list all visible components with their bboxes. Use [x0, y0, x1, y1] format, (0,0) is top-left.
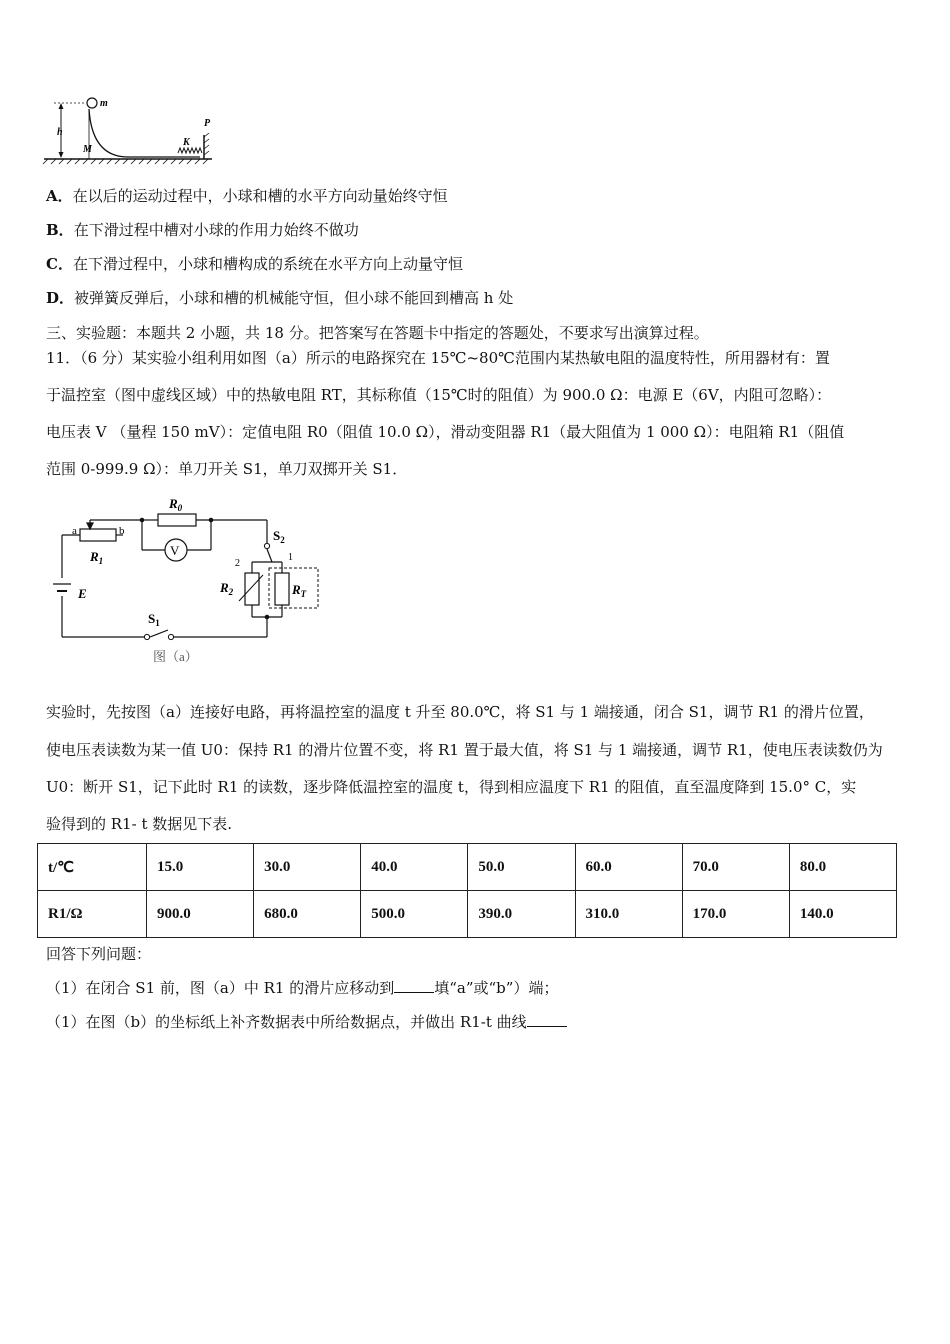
option-d-text: 被弹簧反弹后，小球和槽的机械能守恒，但小球不能回到槽高 h 处 [74, 289, 514, 307]
option-a [46, 186, 448, 206]
voltmeter-label: V [170, 543, 180, 558]
resistance-box-r2 [245, 573, 259, 605]
sub-question-1-prefix: （1）在闭合 S1 前，图（a）中 R1 的滑片应移动到 [46, 979, 395, 997]
option-b-letter: B． [46, 221, 74, 239]
resistor-r0 [158, 514, 196, 526]
table-cell: 900.0 [146, 891, 253, 938]
question-line-2: 于温控室（图中虚线区域）中的热敏电阻 RT，其标称值（15℃时的阻值）为 900.0 Ω：电源 E（6V，内阻可忽略）： [46, 386, 832, 404]
table-header: R1/Ω [38, 891, 147, 938]
sub-question-1 [46, 978, 558, 998]
procedure-line-2: 使电压表读数为某一值 U0：保持 R1 的滑片位置不变，将 R1 置于最大值，将 S1 与 1 端接通，调节 R1，使电压表读数仍为 [46, 741, 883, 759]
answer-blank-1[interactable] [394, 978, 434, 993]
option-d-letter: D． [46, 289, 75, 307]
thermistor-rt [275, 573, 289, 605]
switch-s2-blade [267, 549, 272, 562]
question-line-4: 范围 0-999.9 Ω）：单刀开关 S1，单刀双掷开关 S1． [46, 460, 408, 478]
answer-blank-2[interactable] [527, 1012, 567, 1027]
label-r0: $R_0$ [169, 496, 183, 513]
sub-question-1-suffix: 填“a”或“b”）端； [434, 979, 559, 997]
table-header: t/℃ [38, 844, 147, 891]
data-table [37, 843, 897, 938]
table-cell: 500.0 [361, 891, 468, 938]
ball [87, 98, 97, 108]
sub-question-2 [46, 1012, 567, 1032]
label-K: K [183, 137, 190, 148]
label-M: M [83, 144, 92, 155]
switch-s1-blade [150, 630, 168, 637]
label-b: b [119, 525, 125, 537]
table-cell: 30.0 [254, 844, 361, 891]
section-heading: 三、实验题：本题共 2 小题，共 18 分。把答案写在答题卡中指定的答题处，不要求写出演算过程。 [46, 324, 709, 342]
label-r1: $R_1$ [90, 549, 104, 566]
figure-caption: 图（a） [153, 649, 198, 664]
question-line-3: 电压表 V （量程 150 mV）：定值电阻 R0（阻值 10.0 Ω），滑动变阻器 R1（最大阻值为 1 000 Ω）：电阻箱 R1（阻值 [46, 423, 845, 441]
option-c-letter: C． [46, 255, 73, 273]
label-terminal-1: 1 [288, 552, 293, 563]
procedure-line-3: U0：断开 S1，记下此时 R1 的读数，逐步降低温控室的温度 t，得到相应温度下 R1 的阻值，直至温度降到 15.0° C，实 [46, 778, 857, 796]
table-cell: 680.0 [254, 891, 361, 938]
table-cell: 70.0 [682, 844, 789, 891]
option-d [46, 288, 513, 308]
sub-question-2-prefix: （1）在图（b）的坐标纸上补齐数据表中所给数据点，并做出 R1-t 曲线 [46, 1013, 527, 1031]
option-b [46, 220, 359, 240]
option-a-letter: A． [46, 187, 73, 205]
table-cell: 140.0 [789, 891, 896, 938]
table-cell: 170.0 [682, 891, 789, 938]
table-cell: 390.0 [468, 891, 575, 938]
circuit-diagram [45, 495, 345, 670]
label-terminal-2: 2 [235, 558, 240, 569]
table-row [38, 891, 897, 938]
table-cell: 15.0 [146, 844, 253, 891]
table-cell: 40.0 [361, 844, 468, 891]
table-cell: 80.0 [789, 844, 896, 891]
label-m: m [100, 98, 108, 109]
procedure-line-4: 验得到的 R1- t 数据见下表. [46, 815, 233, 833]
groove-spring-figure [40, 95, 270, 165]
answer-heading: 回答下列问题： [46, 945, 152, 963]
label-s2: $S_2$ [273, 528, 285, 545]
option-a-text: 在以后的运动过程中，小球和槽的水平方向动量始终守恒 [72, 187, 448, 205]
label-s1: $S_1$ [148, 611, 160, 628]
table-cell: 310.0 [575, 891, 682, 938]
spring [178, 148, 202, 153]
option-b-text: 在下滑过程中槽对小球的作用力始终不做功 [73, 221, 359, 239]
label-P: P [204, 118, 211, 129]
rheostat-r1 [80, 529, 116, 541]
option-c-text: 在下滑过程中，小球和槽构成的系统在水平方向上动量守恒 [72, 255, 463, 273]
label-a: a [72, 525, 77, 537]
label-h: h [57, 127, 63, 138]
table-cell: 50.0 [468, 844, 575, 891]
label-r2: $R_2$ [220, 580, 234, 597]
label-e: E [78, 586, 87, 601]
procedure-line-1: 实验时，先按图（a）连接好电路，再将温控室的温度 t 升至 80.0℃，将 S1 与 1 端接通，闭合 S1，调节 R1 的滑片位置， [46, 703, 874, 721]
option-c [46, 254, 463, 274]
question-line-1: 11．（6 分）某实验小组利用如图（a）所示的电路探究在 15℃~80℃范围内某热敏电阻的温度特性，所用器材有：置 [46, 349, 830, 367]
table-row [38, 844, 897, 891]
table-cell: 60.0 [575, 844, 682, 891]
label-rt: $R_T$ [292, 582, 307, 599]
